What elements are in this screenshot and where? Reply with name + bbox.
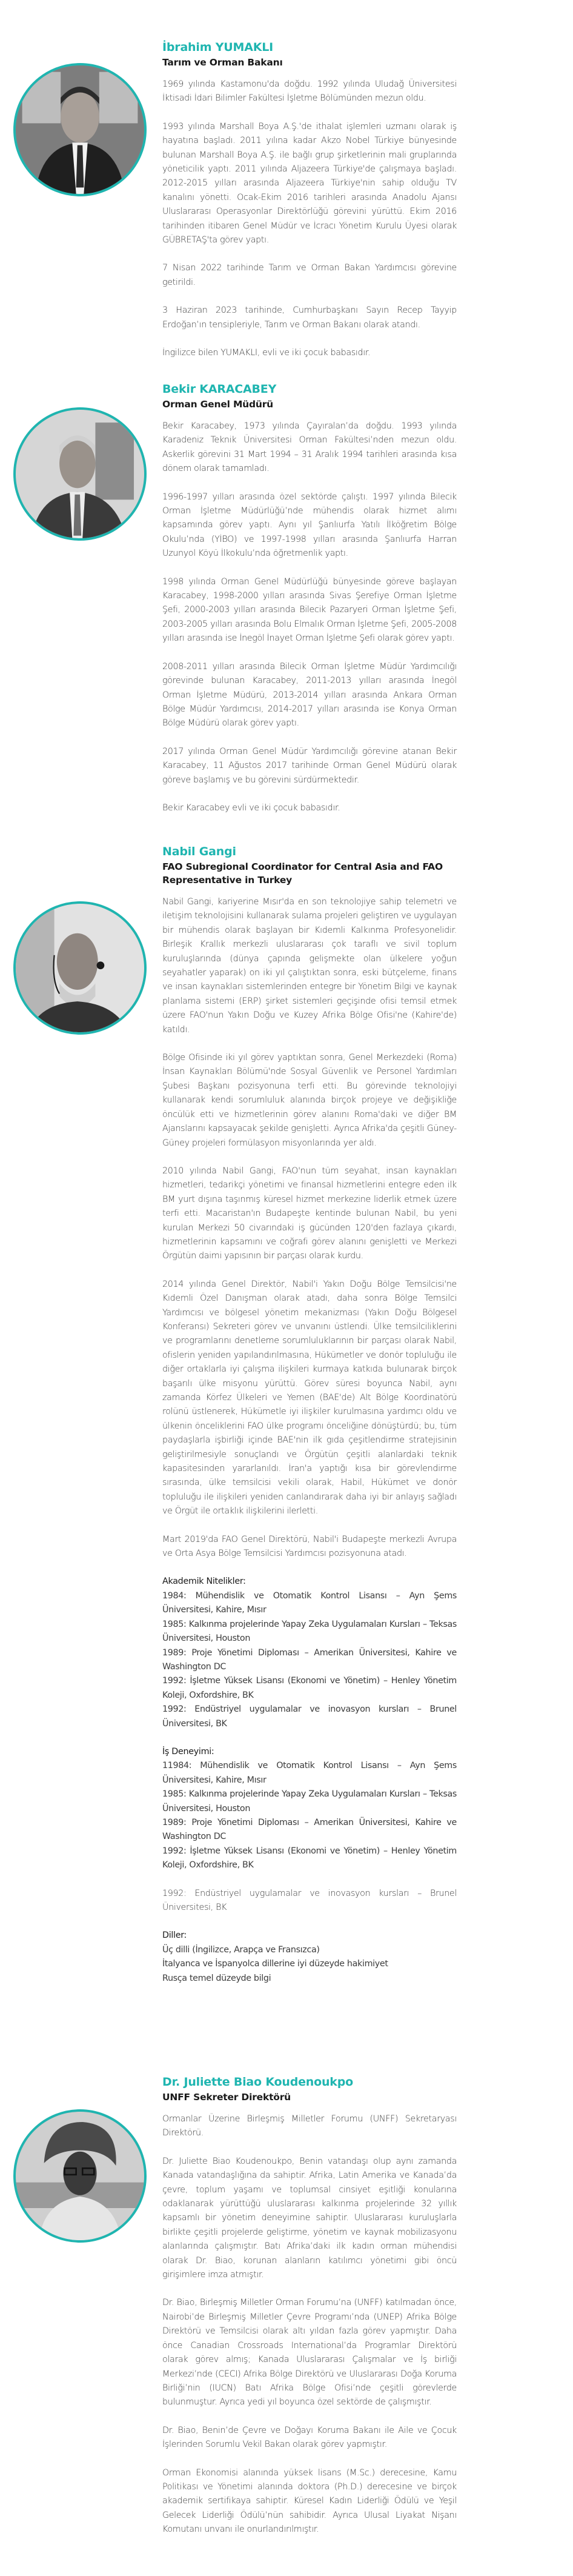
person-title: UNFF Sekreter Direktörü [162, 2092, 291, 2103]
section-heading-academic: Akademik Nitelikler: [162, 1577, 246, 1587]
experience-trailing-item: 1992: Endüstriyel uygulamalar ve inovasyon kursları – Brunel Üniversitesi, BK [162, 1888, 457, 1912]
bio-paragraph: 1969 yılında Kastamonu'da doğdu. 1992 yılında Uludağ Üniversitesi İktisadi İdari Bilimler Fakültesi İşletme Bölümünden mezun oldu. [162, 79, 457, 104]
list-item: 11984: Mühendislik ve Otomatik Kontrol Lisansı – Ayn Şems Üniversitesi, Kahire, Mısır [162, 1761, 457, 1785]
experience-list [162, 1759, 457, 1872]
bio-paragraph: 2014 yılında Genel Direktör, Nabil'i Yakın Doğu Bölge Temsilcisi'ne Kıdemli Özel Danışman olarak atadı, daha sonra Bölge Temsilci Yardımcısı ve bölgesel yönetim mekanizması (Yakın Doğu Bölgesel Konferansı) Sekreteri görev ve unvanını üstlendi. Ülke temsilciliklerini ve programlarını denetleme sorumluluklarının bir parçası olarak Nabil, ofislerin yeniden yapılandırılmasına, Hükümetler ve donör topluluğu ile diğer ortaklarla iyi çalışma ilişkileri kurmaya katkıda bulunarak birçok başarılı ülke misyonu yürüttü. Görev süresi boyunca Nabil, aynı zamanda Körfez Ülkeleri ve Yemen (BAE'de) Alt Bölge Koordinatörü rolünü üstlenerek, Hükümetle iyi ilişkiler kurulmasına yardımcı oldu ve ülkenin önceliklerini FAO ülke programı önceliğine dönüştürdü; bu, tüm paydaşlarla işbirliği içinde BAE'nin ilk gıda çeşitlendirme stratejisinin geliştirilmesiyle sonuçlandı ve Örgütün çeşitli alanlardaki teknik kapasitesinden yararlanıldı. İran'a yaptığı kısa bir görevlendirme sırasında, ülke temsilcisi vekili olarak, Habil, Hükümet ve donör topluluğu ile ilişkileri yeniden canlandırarak daha iyi bir anlayış sağladı ve Örgüt ile ortaklık ilişkilerini ilerletti. [162, 1279, 457, 1517]
bio-paragraph: Ormanlar Üzerine Birleşmiş Milletler Forumu (UNFF) Sekretaryası Direktörü. [162, 2114, 457, 2138]
bio-paragraph: Dr. Juliette Biao Koudenoukpo, Benin vatandaşı olup aynı zamanda Kanada vatandaşlığına da sahiptir. Afrika, Latin Amerika ve Kanada’da çevre, toplum yaşamı ve toplumsal cinsiyet eşitliği konularına odaklanarak yürüttüğü uluslararası kalkınma projelerinde 32 yıllık kapsamlı bir yönetim deneyimine sahiptir. Uluslararası kuruluşlarla birlikte çeşitli projelerde geliştirme, yönetim ve kaynak mobilizasyonu alanlarında çalışmıştır. Batı Afrika’daki ilk kadın orman mühendisi olarak Dr. Biao, korunan alanların katılımcı yönetimi gibi öncü girişimlere imza atmıştır. [162, 2156, 457, 2280]
bio-paragraph: Bölge Ofisinde iki yıl görev yaptıktan sonra, Genel Merkezdeki (Roma) İnsan Kaynakları Bölümü'nde Sosyal Güvenlik ve Personel Yardımları Şubesi Başkanı pozisyonuna terfi etti. Bu görevinde teknolojiyi kullanarak kendi sorumluluk alanında birçok projeye ve değişikliğe öncülük etti ve hizmetlerinin görev alanını Roma'daki ve diğer BM Ajanslarını kapsayacak şekilde genişletti. Ayrıca Afrika'da çeşitli Güney-Güney projeleri formülasyon misyonlarında yer aldı. [162, 1053, 457, 1148]
person-name: Bekir KARACABEY [162, 382, 277, 396]
list-item: 1984: Mühendislik ve Otomatik Kontrol Lisansı – Ayn Şems Üniversitesi, Kahire, Mısır [162, 1590, 457, 1615]
list-item: 1985: Kalkınma projelerinde Yapay Zeka Uygulamaları Kursları – Teksas Üniversitesi, Houston [162, 1789, 457, 1814]
bio-paragraph: 7 Nisan 2022 tarihinde Tarım ve Orman Bakan Yardımcısı görevine getirildi. [162, 263, 457, 287]
section-heading-languages: Diller: [162, 1930, 187, 1941]
person-title: FAO Subregional Coordinator for Central Asia and FAO Representative in Turkey [162, 861, 443, 886]
portrait-photo [13, 63, 147, 196]
section-heading-experience: İş Deneyimi: [162, 1746, 214, 1757]
bio-paragraph: 3 Haziran 2023 tarihinde, Cumhurbaşkanı Sayın Recep Tayyip Erdoğan’ın tensipleriyle, Tarım ve Orman Bakanı olarak atandı. [162, 305, 457, 330]
list-item: İtalyanca ve İspanyolca dillerine iyi düzeyde hakimiyet [162, 1959, 388, 1969]
person-name: Dr. Juliette Biao Koudenoukpo [162, 2075, 353, 2089]
person-name: İbrahim YUMAKLI [162, 41, 274, 54]
bio-paragraph: 1996-1997 yılları arasında özel sektörde çalıştı. 1997 yılında Bilecik Orman İşletme Müdürlüğü’nde mühendis olarak hizmet alımı kapsamında görev yaptı. Aynı yıl Şanlıurfa Yatılı İlköğretim Bölge Okulu’nda (YİBO) ve 1997-1998 yılları arasında Şanlıurfa Harran Uzunyol Köyü İlkokulu’nda öğretmenlik yaptı. [162, 492, 457, 559]
bio-paragraph: 2017 yılında Orman Genel Müdür Yardımcılığı görevine atanan Bekir Karacabey, 11 Ağustos 2017 tarihinde Orman Genel Müdürü olarak göreve başlamış ve bu görevini sürdürmektedir. [162, 746, 457, 785]
academic-list [162, 1589, 457, 1731]
portrait-photo [13, 901, 147, 1035]
bio-paragraph: 2008-2011 yılları arasında Bilecik Orman İşletme Müdür Yardımcılığı görevinde bulunan Karacabey, 2011-2013 yılları arasında İnegöl Orman İşletme Müdürü, 2013-2014 yılları arasında Ankara Orman Bölge Müdür Yardımcısı, 2014-2017 yılları arasında ise Konya Orman Bölge Müdürü olarak görev yaptı. [162, 661, 457, 729]
bio-paragraph: Dr. Biao, Benin’de Çevre ve Doğayı Koruma Bakanı ile Aile ve Çocuk İşlerinden Sorumlu Vekil Bakan olarak görev yapmıştır. [162, 2425, 457, 2450]
bio-paragraph: 1998 yılında Orman Genel Müdürlüğü bünyesinde göreve başlayan Karacabey, 1998-2000 yılları arasında Sivas Şerefiye Orman İşletme Şefi, 2000-2003 yılları arasında Bilecik Pazaryeri Orman İşletme Şefi, 2003-2005 yılları arasında Bolu Elmalık Orman İşletme Şefi, 2005-2008 yılları arasında ise İnegöl İnayet Orman İşletme Şefi olarak görev yaptı. [162, 576, 457, 644]
languages-list [162, 1943, 457, 1986]
bio-paragraph: Nabil Gangi, kariyerine Mısır'da en son teknolojiye sahip telemetri ve iletişim teknolojisini kullanarak sulama projeleri geliştiren ve uygulayan bir mühendis olarak başlayan bir Kıdemli Kalkınma Profesyonelidir. Birleşik Krallık merkezli uluslararası çok taraflı ve sivil toplum kuruluşlarında (dünya çapında gelişmekte olan ülkelere yoğun seyahatler yaparak) on iki yıl çalıştıktan sonra, eski bütçeleme, finans ve insan kaynakları sistemlerinden entegre bir Yönetim Bilgi ve kaynak planlama sistemi (ERP) şirket sistemleri geçişinde ofisi temsil etmek üzere FAO'nun Yakın Doğu ve Kuzey Afrika Bölge Ofisi'ne (Kahire'de) katıldı. [162, 897, 457, 1035]
bio-paragraph: Dr. Biao, Birleşmiş Milletler Orman Forumu’na (UNFF) katılmadan önce, Nairobi’de Birleşmiş Milletler Çevre Programı’nda (UNEP) Afrika Bölge Direktörü ve Temsilcisi olarak altı yıldan fazla görev yapmıştır. Daha önce Canadian Crossroads International’da Programlar Direktörü olarak görev almış; Kanada Uluslararası Çalışmalar ve İş birliği Merkezi’nde (CECI) Afrika Bölge Direktörü ve Uluslararası Doğa Koruma Birliği’nin (IUCN) Batı Afrika Bölge Ofisi’nde çeşitli görevlerde bulunmuştur. Ayrıca yedi yıl boyunca özel sektörde de çalışmıştır. [162, 2298, 457, 2407]
list-item: 1992: İşletme Yüksek Lisansı (Ekonomi ve Yönetim) – Henley Yönetim Koleji, Oxfordshire, BK [162, 1676, 457, 1700]
list-item: 1989: Proje Yönetimi Diploması – Amerikan Üniversitesi, Kahire ve Washington DC [162, 1817, 457, 1842]
bio-paragraph: 1993 yılında Marshall Boya A.Ş.'de ithalat işlemleri uzmanı olarak iş hayatına başladı. 2011 yılına kadar Akzo Nobel Türkiye bünyesinde bulunan Marshall Boya A.Ş. ile bağlı grup şirketlerinin mali gruplarında yöneticilik yaptı. 2011 yılında Aljazeera Türkiye'de çalışmaya başladı. 2012-2015 yılları arasında Aljazeera Türkiye'nin sahip olduğu TV kanalını yönetti. Ocak-Ekim 2016 tarihleri arasında Anadolu Ajansı Uluslararası Operasyonlar Direktörlüğü görevini yürüttü. Ekim 2016 tarihinden itibaren Genel Müdür ve İcracı Yönetim Kurulu Üyesi olarak GÜBRETAŞ'ta görev yaptı. [162, 121, 457, 245]
bio-paragraph: Mart 2019'da FAO Genel Direktörü, Nabil'i Budapeşte merkezli Avrupa ve Orta Asya Bölge Temsilcisi Yardımcısı pozisyonuna atadı. [162, 1534, 457, 1559]
list-item: 1989: Proje Yönetimi Diploması – Amerikan Üniversitesi, Kahire ve Washington DC [162, 1647, 457, 1672]
bio-paragraph: Orman Ekonomisi alanında yüksek lisans (M.Sc.) derecesine, Kamu Politikası ve Yönetimi alanında doktora (Ph.D.) derecesine ve birçok akademik sertifikaya sahiptir. Küresel Kadın Liderliği Ödülü ve Yeşil Gelecek Liderliği Ödülü’nün sahibidir. Ayrıca Ulusal Liyakat Nişanı Komutanı unvanı ile onurlandırılmıştır. [162, 2468, 457, 2535]
person-name: Nabil Gangi [162, 845, 236, 858]
person-title: Tarım ve Orman Bakanı [162, 57, 283, 68]
bio-paragraph: İngilizce bilen YUMAKLI, evli ve iki çocuk babasıdır. [162, 348, 371, 358]
list-item: Üç dilli (İngilizce, Arapça ve Fransızca) [162, 1944, 320, 1955]
list-item: Rusça temel düzeyde bilgi [162, 1973, 271, 1983]
list-item: 1992: İşletme Yüksek Lisansı (Ekonomi ve Yönetim) – Henley Yönetim Koleji, Oxfordshire, BK [162, 1846, 457, 1870]
bio-paragraph: Bekir Karacabey, 1973 yılında Çayıralan’da doğdu. 1993 yılında Karadeniz Teknik Üniversitesi Orman Fakültesi’nden mezun oldu. Askerlik görevini 31 Mart 1994 – 31 Aralık 1994 tarihleri arasında kısa dönem olarak tamamladı. [162, 421, 457, 474]
portrait-photo [13, 407, 147, 541]
person-title: Orman Genel Müdürü [162, 399, 274, 410]
list-item: 1985: Kalkınma projelerinde Yapay Zeka Uygulamaları Kursları – Teksas Üniversitesi, Houston [162, 1619, 457, 1644]
list-item: 1992: Endüstriyel uygulamalar ve inovasyon kursları – Brunel Üniversitesi, BK [162, 1704, 457, 1729]
bio-paragraph: 2010 yılında Nabil Gangi, FAO'nun tüm seyahat, insan kaynakları hizmetleri, tedarikçi yönetimi ve finansal hizmetlerini entegre eden ilk BM yurt dışına taşınmış küresel hizmet merkezine liderlik etmek üzere terfi etti. Macaristan'ın Budapeşte kentinde bulunan Nabil, bu yeni kurulan Merkezi 50 civarındaki iş gücünden 120'den fazlaya çıkardı, hizmetlerinin kapsamını ve coğrafi görev alanını genişletti ve Merkezi Örgütün daimi yapısının bir parçası olarak kurdu. [162, 1166, 457, 1261]
portrait-photo [13, 2109, 147, 2243]
bio-paragraph: Bekir Karacabey evli ve iki çocuk babasıdır. [162, 802, 340, 813]
